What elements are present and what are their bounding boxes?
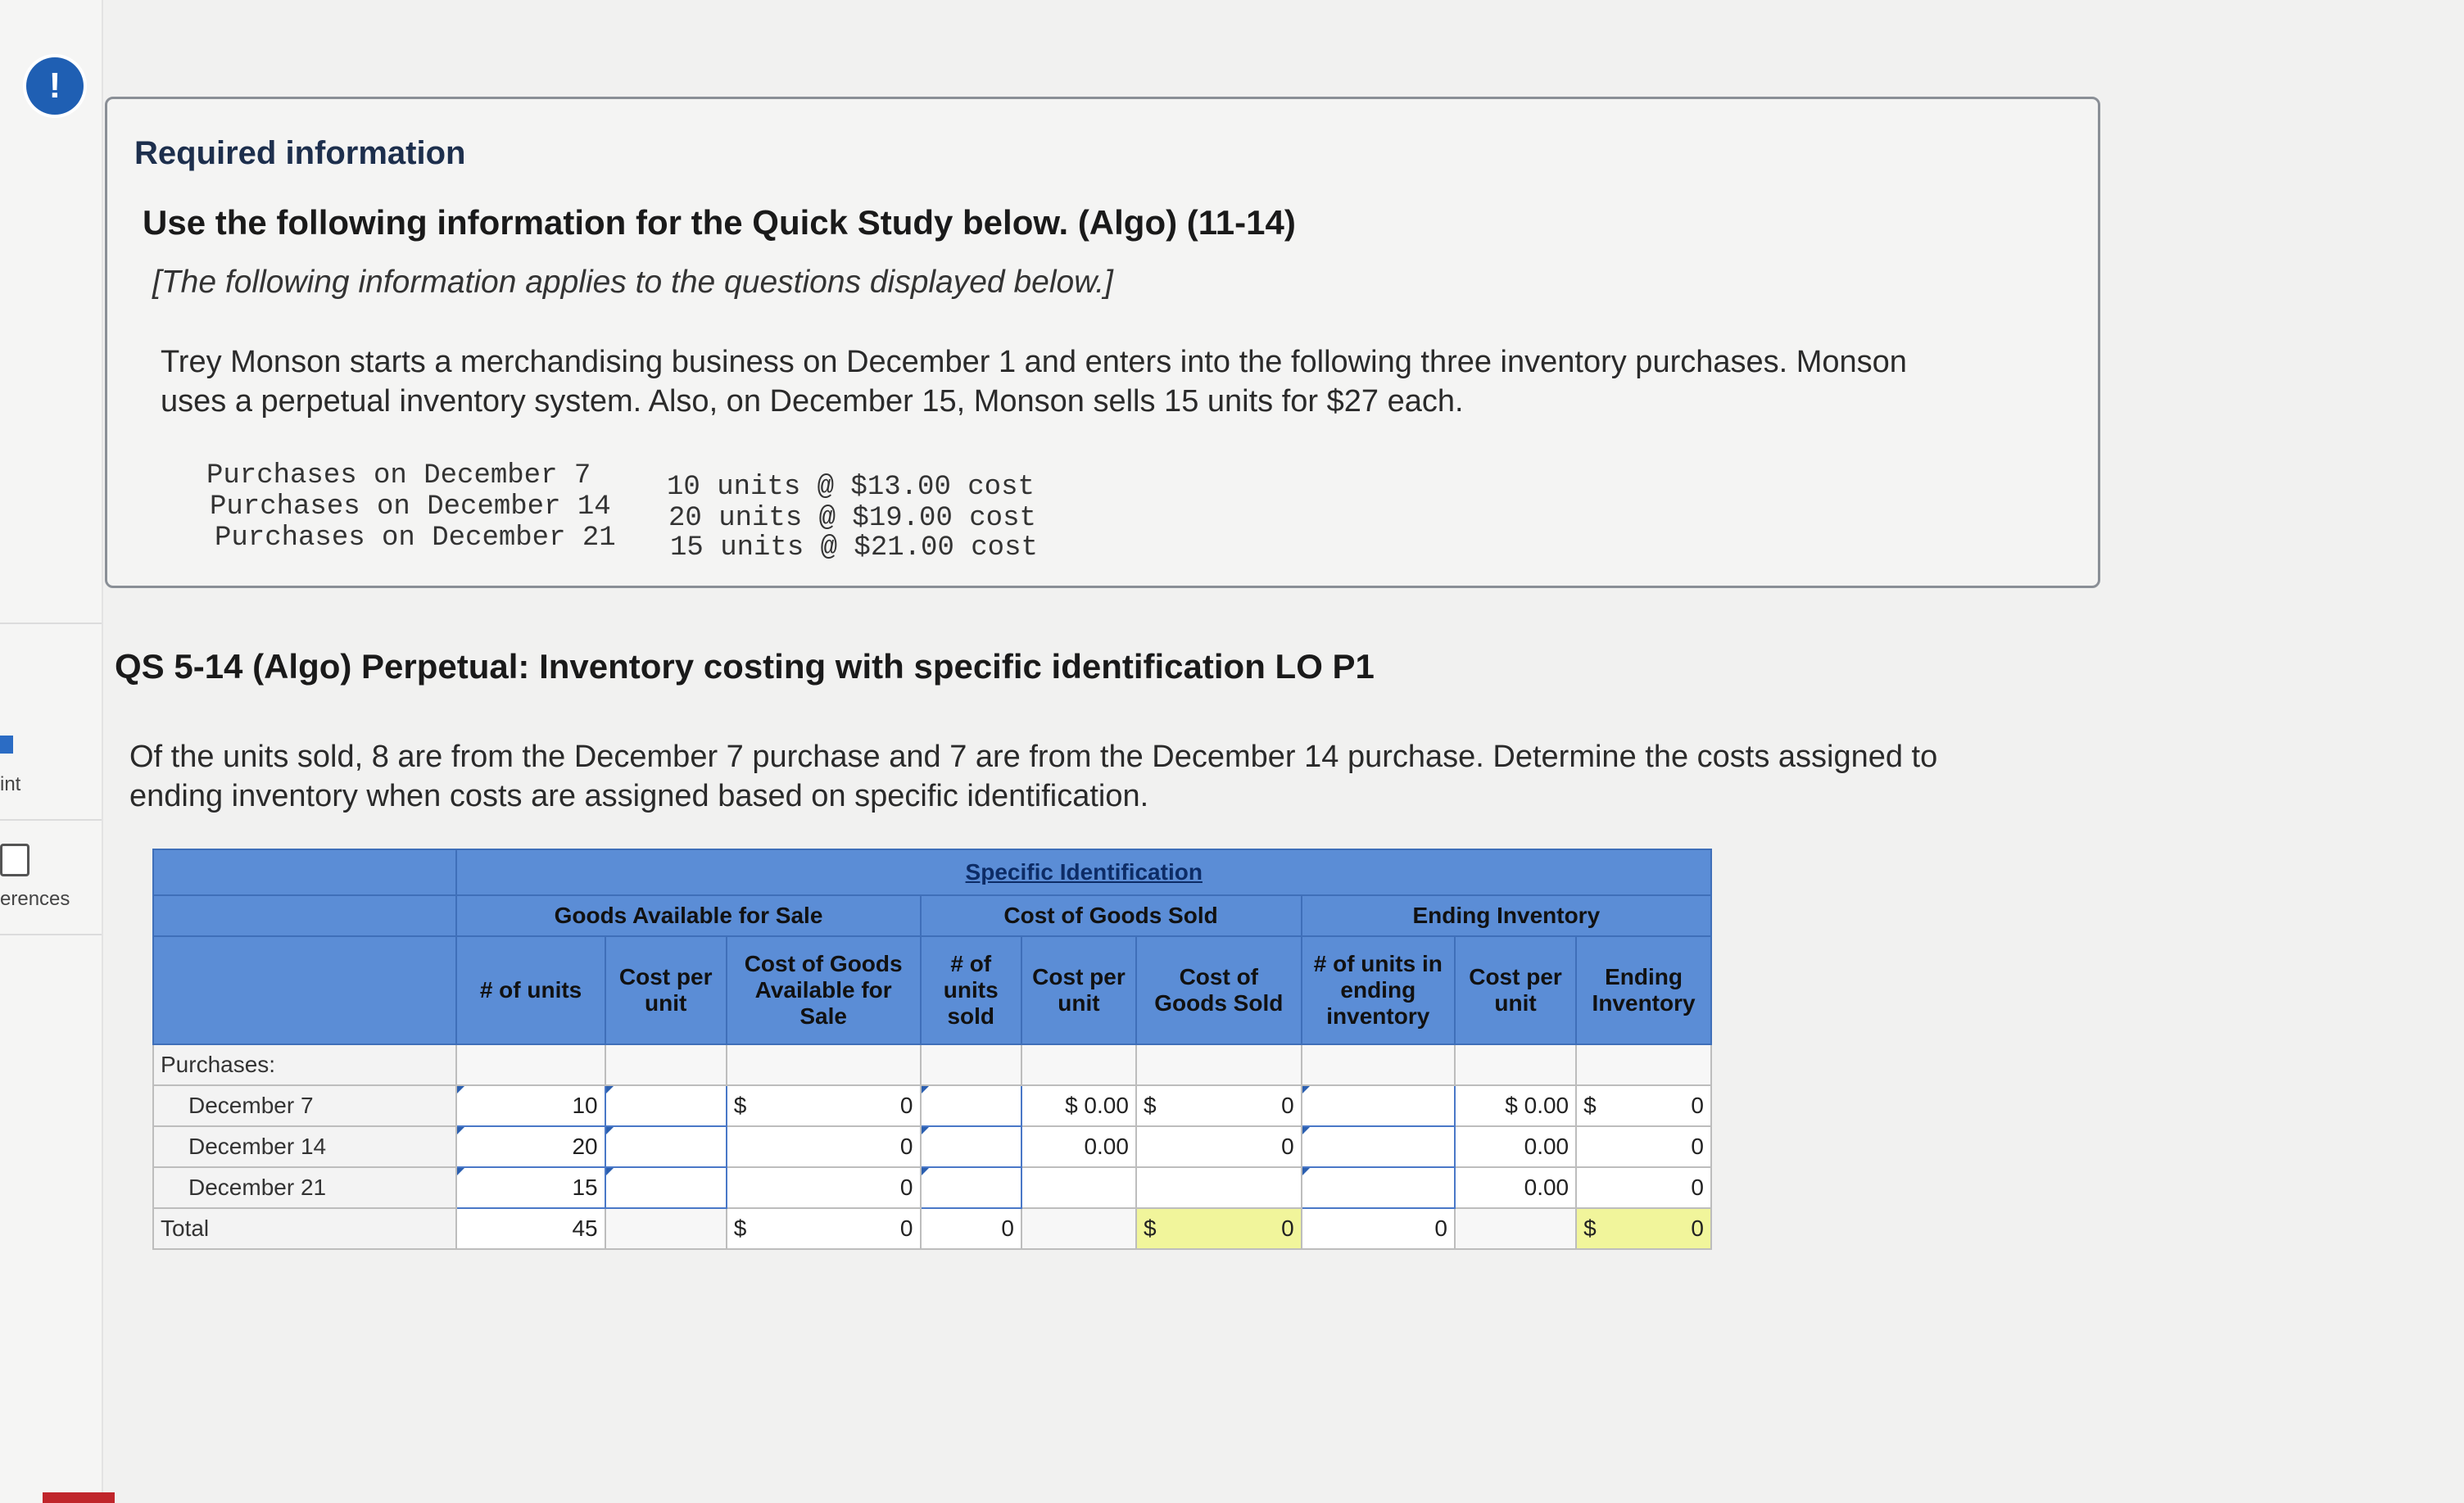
empty-cell [1302,1044,1455,1085]
info-applies-note: [The following information applies to the questions displayed below.] [152,265,1113,300]
cost-per-unit-sold-cell: 0.00 [1021,1126,1136,1167]
col-cost-goods-sold: Cost of Goods Sold [1136,936,1302,1044]
table-row [153,1167,1711,1208]
purchases-label: Purchases: [153,1044,456,1085]
cost-per-unit-sold-cell [1021,1167,1136,1208]
specific-identification-table [152,849,1712,1286]
units-sold-input[interactable] [921,1126,1021,1167]
col-units: # of units [456,936,605,1044]
currency-symbol: $ [733,1216,747,1241]
alert-icon: ! [26,57,84,115]
units-input[interactable]: 10 [456,1085,605,1126]
cost-per-unit-ending-cell: $ 0.00 [1455,1085,1576,1126]
row-label: December 21 [153,1167,456,1208]
info-paragraph: Trey Monson starts a merchandising business on December 1 and enters into the following three inventory purchases. Monson uses a perpetual inventory system. Also, on December 15, Monson sells 15 units for $27 each. [161,345,1907,419]
empty-cell [727,1044,921,1085]
row-label: December 14 [153,1126,456,1167]
cogs-cell: 0 [1136,1126,1302,1167]
cost-goods-available-cell: $ 0 [727,1085,921,1126]
row-label: December 7 [153,1085,456,1126]
total-units-ending-cell: 0 [1302,1208,1455,1249]
total-units-cell: 45 [456,1208,605,1249]
ending-inventory-cell: $ 0 [1576,1085,1711,1126]
table-corner [153,849,456,895]
table-corner [153,895,456,936]
sidebar-item-hint[interactable]: int [0,773,21,795]
question-text: Of the units sold, 8 are from the December 7 purchase and 7 are from the December 14 purchase. Determine the costs assigned to ending inventory when costs are assigned based on specific identification. [129,740,1938,813]
references-icon[interactable] [0,844,29,876]
col-units-sold: # of units sold [921,936,1021,1044]
table-corner [153,936,456,1044]
currency-symbol: $ [733,1093,747,1118]
col-ending-inventory: Ending Inventory [1576,936,1711,1044]
total-cost-goods-available-cell: $ 0 [727,1208,921,1249]
units-ending-input[interactable] [1302,1126,1455,1167]
col-cost-per-unit-sold: Cost per unit [1021,936,1136,1044]
cost-goods-available-cell: 0 [727,1126,921,1167]
hint-flag-icon [0,736,13,754]
col-cost-per-unit-ending: Cost per unit [1455,936,1576,1044]
divider [0,819,102,821]
empty-cell [605,1044,727,1085]
sidebar-item-references[interactable]: erences [0,888,70,910]
ending-inventory-cell: 0 [1576,1126,1711,1167]
units-sold-input[interactable] [921,1085,1021,1126]
empty-cell [1455,1208,1576,1249]
info-title: Use the following information for the Quick Study below. (Algo) (11-14) [143,203,1296,242]
col-units-ending: # of units in ending inventory [1302,936,1455,1044]
cogs-cell: $ 0 [1136,1085,1302,1126]
cost-per-unit-ending-cell: 0.00 [1455,1126,1576,1167]
units-input[interactable]: 20 [456,1126,605,1167]
purchase-label: Purchases on December 21 [215,523,616,554]
purchase-label: Purchases on December 7 [206,460,591,491]
divider [0,622,102,624]
cost-per-unit-input[interactable] [605,1126,727,1167]
col-cost-goods-available: Cost of Goods Available for Sale [727,936,921,1044]
ending-inventory-cell: 0 [1576,1167,1711,1208]
divider [0,934,102,935]
purchase-detail: 20 units @ $19.00 cost [668,503,1036,534]
total-units-sold-cell: 0 [921,1208,1021,1249]
cost-per-unit-sold-cell: $ 0.00 [1021,1085,1136,1126]
currency-symbol: $ [1143,1093,1157,1118]
purchase-detail: 15 units @ $21.00 cost [670,532,1038,564]
empty-cell [921,1044,1021,1085]
group-cost-of-goods-sold: Cost of Goods Sold [921,895,1302,936]
currency-symbol: $ [1583,1216,1597,1241]
cost-per-unit-ending-cell: 0.00 [1455,1167,1576,1208]
total-cogs-cell: $ 0 [1136,1208,1302,1249]
empty-cell [1576,1044,1711,1085]
cost-per-unit-input[interactable] [605,1085,727,1126]
currency-symbol: $ [1143,1216,1157,1241]
purchase-label: Purchases on December 14 [210,491,611,523]
empty-cell [605,1208,727,1249]
group-ending-inventory: Ending Inventory [1302,895,1711,936]
empty-cell [1455,1044,1576,1085]
units-sold-input[interactable] [921,1167,1021,1208]
question-title: QS 5-14 (Algo) Perpetual: Inventory costing with specific identification LO P1 [115,647,1375,686]
table-title: Specific Identification [456,849,1711,895]
left-sidebar [0,0,103,1503]
row-label: Total [153,1208,456,1249]
units-input[interactable]: 15 [456,1167,605,1208]
units-ending-input[interactable] [1302,1085,1455,1126]
table-row [153,1126,1711,1167]
cogs-cell [1136,1167,1302,1208]
purchase-detail: 10 units @ $13.00 cost [667,472,1035,503]
col-cost-per-unit: Cost per unit [605,936,727,1044]
empty-cell [1136,1044,1302,1085]
currency-symbol: $ [1583,1093,1597,1118]
total-ending-inventory-cell: $ 0 [1576,1208,1711,1249]
group-goods-available: Goods Available for Sale [456,895,920,936]
empty-cell [1021,1044,1136,1085]
empty-cell [1021,1208,1136,1249]
empty-cell [456,1044,605,1085]
table-row [153,1044,1711,1085]
cost-goods-available-cell: 0 [727,1167,921,1208]
required-info-heading: Required information [134,135,466,171]
table-row-total [153,1208,1711,1249]
table-row [153,1085,1711,1126]
cost-per-unit-input[interactable] [605,1167,727,1208]
units-ending-input[interactable] [1302,1167,1455,1208]
footer-accent [43,1492,115,1503]
